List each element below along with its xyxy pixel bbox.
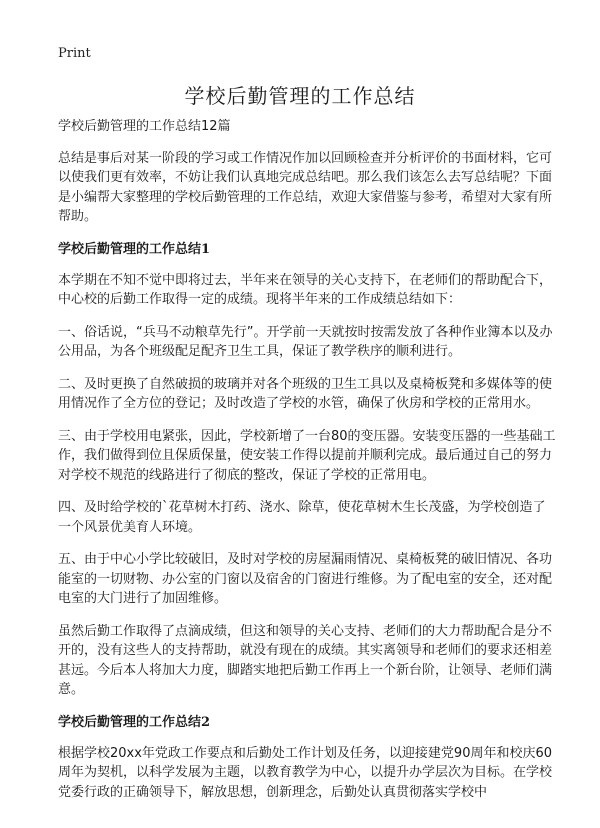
document-subtitle: 学校后勤管理的工作总结12篇 [58, 119, 231, 134]
paragraph: 一、俗话说，“兵马不动粮草先行”。开学前一天就按时按需发放了各种作业簿本以及办公用品，为各个班级配足配齐卫生工具，保证了教学秩序的顺利进行。 [58, 324, 553, 359]
paragraph: 二、及时更换了自然破损的玻璃并对各个班级的卫生工具以及桌椅板凳和多媒体等的使用情况作了全方位的登记；及时改造了学校的水管，确保了伙房和学校的正常用水。 [58, 376, 553, 411]
paragraph: 虽然后勤工作取得了点滴成绩，但这和领导的关心支持、老师们的大力帮助配合是分不开的，没有这些人的支持帮助，就没有现在的成绩。其实离领导和老师们的要求还相差甚远。今后本人将加大力度，脚踏实地把后勤工作再上一个新台阶，让领导、老师们满意。 [58, 623, 553, 697]
section-heading-1: 学校后勤管理的工作总结1 [58, 241, 211, 257]
paragraph: 五、由于中心小学比较破旧，及时对学校的房屋漏雨情况、桌椅板凳的破旧情况、各功能室的一切财物、办公室的门窗以及宿舍的门窗进行维修。为了配电室的安全，还对配电室的大门进行了加固维修。 [58, 552, 553, 606]
paragraph: 本学期在不知不觉中即将过去，半年来在领导的关心支持下，在老师们的帮助配合下，中心校的后勤工作取得一定的成绩。现将半年来的工作成绩总结如下： [58, 272, 553, 307]
document-body [58, 117, 558, 815]
paragraph: 四、及时给学校的`花草树木打药、浇水、除草，使花草树木生长茂盛，为学校创造了一个风景优美育人环境。 [58, 500, 546, 535]
section-heading-2: 学校后勤管理的工作总结2 [58, 714, 211, 730]
page-title: 学校后勤管理的工作总结 [184, 84, 416, 108]
paragraph: 根据学校20xx年党政工作要点和后勤处工作计划及任务，以迎接建党90周年和校庆60周年为契机，以科学发展为主题，以教育教学为中心，以提升办学层次为目标。在学校党委行政的正确领导下，解放思想，创新理念，后勤处认真贯彻落实学校中 [58, 745, 553, 800]
print-link[interactable]: Print [58, 46, 91, 61]
paragraph: 三、由于学校用电紧张，因此，学校新增了一台80的变压器。安装变压器的一些基础工作，我们做得到位且保质保量，使安装工作得以提前并顺利完成。最后通过自己的努力对学校不规范的线路进行了彻底的整改，保证了学校的正常用电。 [58, 428, 556, 483]
intro-paragraph: 总结是事后对某一阶段的学习或工作情况作加以回顾检查并分析评价的书面材料，它可以使我们更有效率，不妨让我们认真地完成总结吧。那么我们该怎么去写总结呢？下面是小编帮大家整理的学校后勤管理的工作总结，欢迎大家借鉴与参考，希望对大家有所帮助。 [58, 150, 553, 224]
